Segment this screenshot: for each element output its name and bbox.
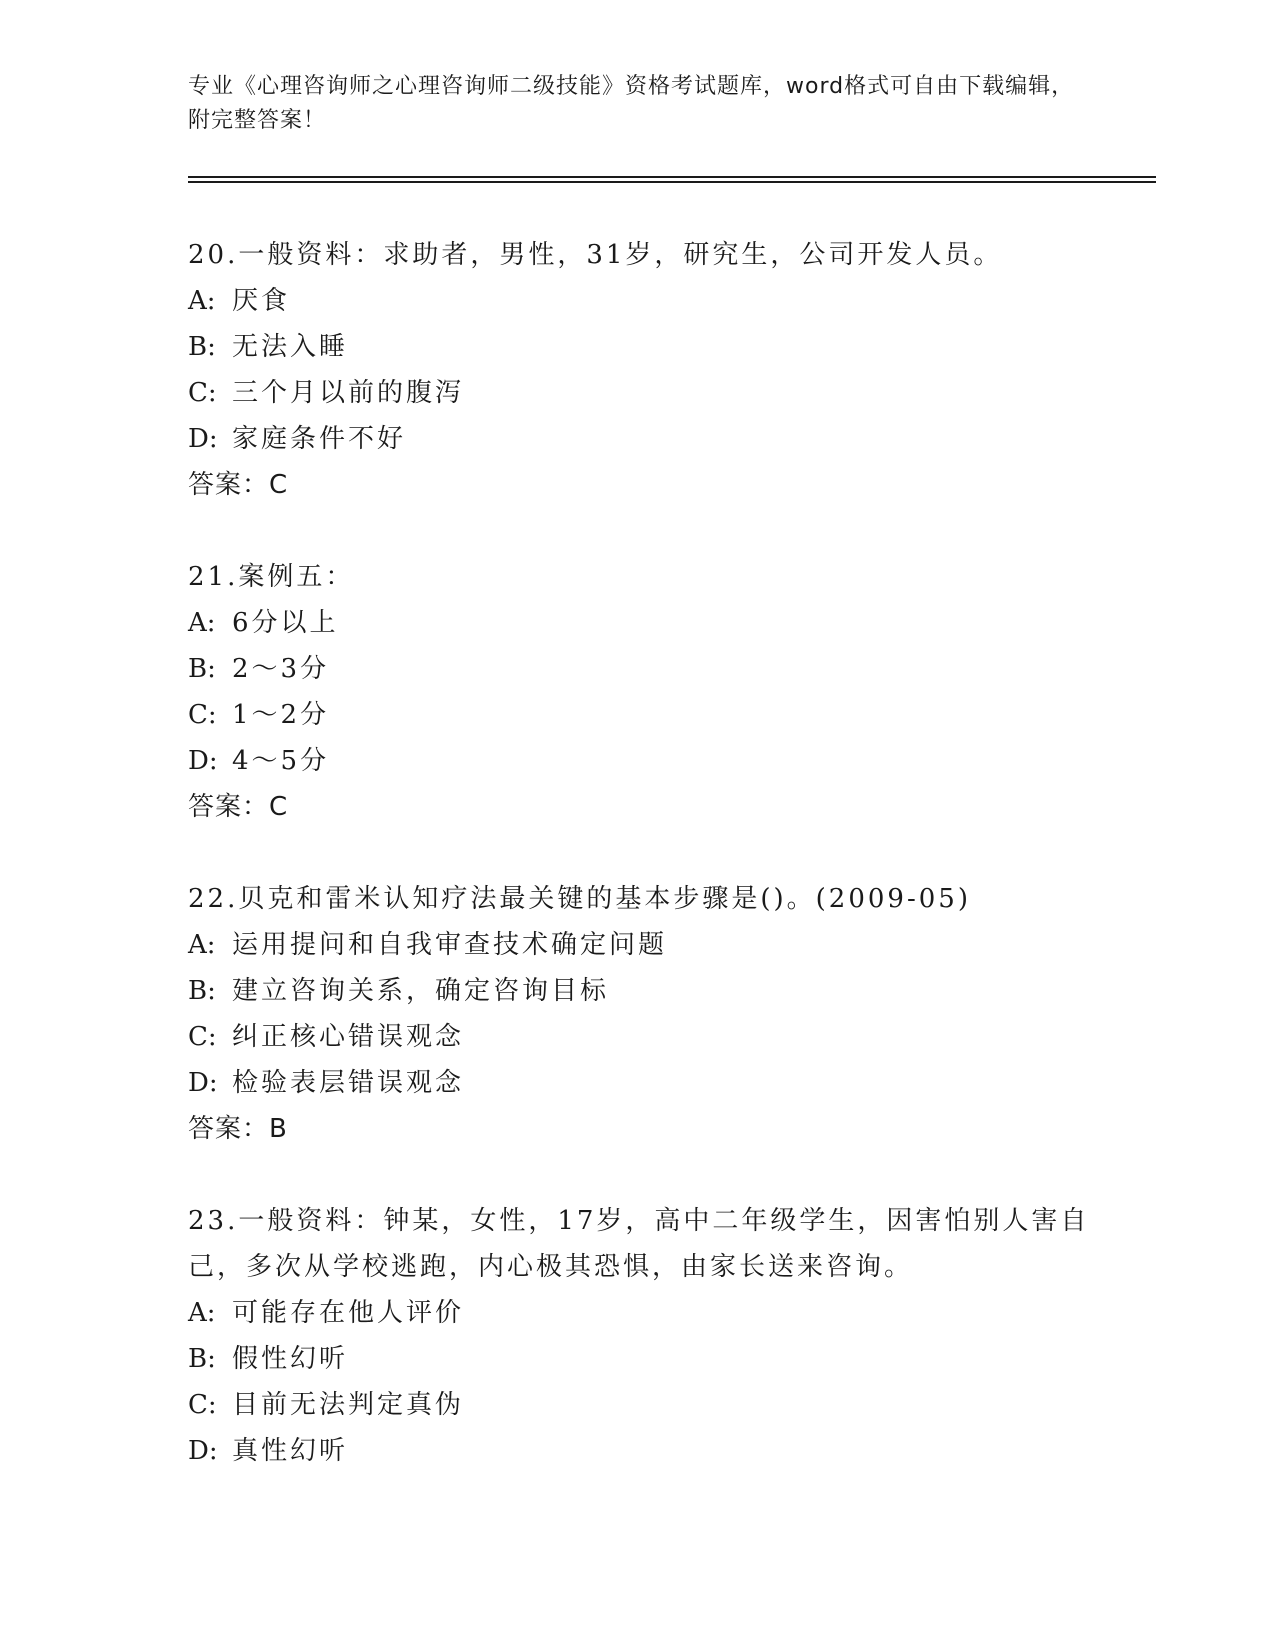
option-letter: A: xyxy=(188,608,216,638)
option-letter: C: xyxy=(188,1390,217,1420)
option-text: 运用提问和自我审查技术确定问题 xyxy=(232,930,668,960)
header-divider-bottom xyxy=(188,181,1156,183)
option-c xyxy=(188,370,1108,416)
option-c xyxy=(188,1014,1108,1060)
option-a xyxy=(188,600,1108,646)
option-b xyxy=(188,1336,1108,1382)
option-d xyxy=(188,1060,1108,1106)
question-list xyxy=(188,232,1108,1520)
option-text: 真性幻听 xyxy=(232,1436,349,1466)
option-letter: B: xyxy=(188,332,216,362)
question-stem: 23.一般资料：钟某，女性，17岁，高中二年级学生，因害怕别人害自己，多次从学校逃跑，内心极其恐惧，由家长送来咨询。 xyxy=(188,1206,1090,1282)
option-letter: D: xyxy=(188,1436,218,1466)
question-stem: 21.案例五： xyxy=(188,562,355,592)
question-20 xyxy=(188,232,1108,508)
option-letter: C: xyxy=(188,700,217,730)
option-letter: C: xyxy=(188,1022,217,1052)
option-c xyxy=(188,1382,1108,1428)
option-text: 家庭条件不好 xyxy=(232,424,407,454)
option-letter: D: xyxy=(188,1068,218,1098)
option-c xyxy=(188,692,1108,738)
option-text: 纠正核心错误观念 xyxy=(232,1022,465,1052)
option-text: 建立咨询关系，确定咨询目标 xyxy=(232,976,610,1006)
option-letter: D: xyxy=(188,424,218,454)
option-a xyxy=(188,922,1108,968)
option-letter: B: xyxy=(188,976,216,1006)
option-text: 1～2分 xyxy=(232,700,330,730)
question-stem: 20.一般资料：求助者，男性，31岁，研究生，公司开发人员。 xyxy=(188,240,1003,270)
option-text: 假性幻听 xyxy=(232,1344,349,1374)
option-text: 6分以上 xyxy=(232,608,339,638)
option-text: 可能存在他人评价 xyxy=(232,1298,465,1328)
option-letter: D: xyxy=(188,746,218,776)
option-text: 目前无法判定真伪 xyxy=(232,1390,465,1420)
option-text: 检验表层错误观念 xyxy=(232,1068,465,1098)
document-intro: 专业《心理咨询师之心理咨询师二级技能》资格考试题库，word格式可自由下载编辑，附完整答案！ xyxy=(188,74,1075,133)
option-d xyxy=(188,738,1108,784)
question-stem: 22.贝克和雷米认知疗法最关键的基本步骤是()。(2009-05) xyxy=(188,884,971,914)
option-text: 2～3分 xyxy=(232,654,330,684)
option-letter: B: xyxy=(188,1344,216,1374)
option-letter: A: xyxy=(188,930,216,960)
option-b xyxy=(188,646,1108,692)
option-b xyxy=(188,968,1108,1014)
question-21 xyxy=(188,554,1108,830)
answer-line: 答案：C xyxy=(188,470,289,500)
option-letter: A: xyxy=(188,1298,216,1328)
question-22 xyxy=(188,876,1108,1152)
option-letter: B: xyxy=(188,654,216,684)
answer-line: 答案：B xyxy=(188,1114,288,1144)
question-23 xyxy=(188,1198,1108,1474)
option-d xyxy=(188,416,1108,462)
option-text: 厌食 xyxy=(232,286,291,316)
option-letter: C: xyxy=(188,378,217,408)
option-text: 4～5分 xyxy=(232,746,330,776)
option-b xyxy=(188,324,1108,370)
header-divider-top xyxy=(188,176,1156,178)
option-d xyxy=(188,1428,1108,1474)
option-text: 无法入睡 xyxy=(232,332,349,362)
option-a xyxy=(188,278,1108,324)
option-letter: A: xyxy=(188,286,216,316)
answer-line: 答案：C xyxy=(188,792,289,822)
option-a xyxy=(188,1290,1108,1336)
option-text: 三个月以前的腹泻 xyxy=(232,378,465,408)
